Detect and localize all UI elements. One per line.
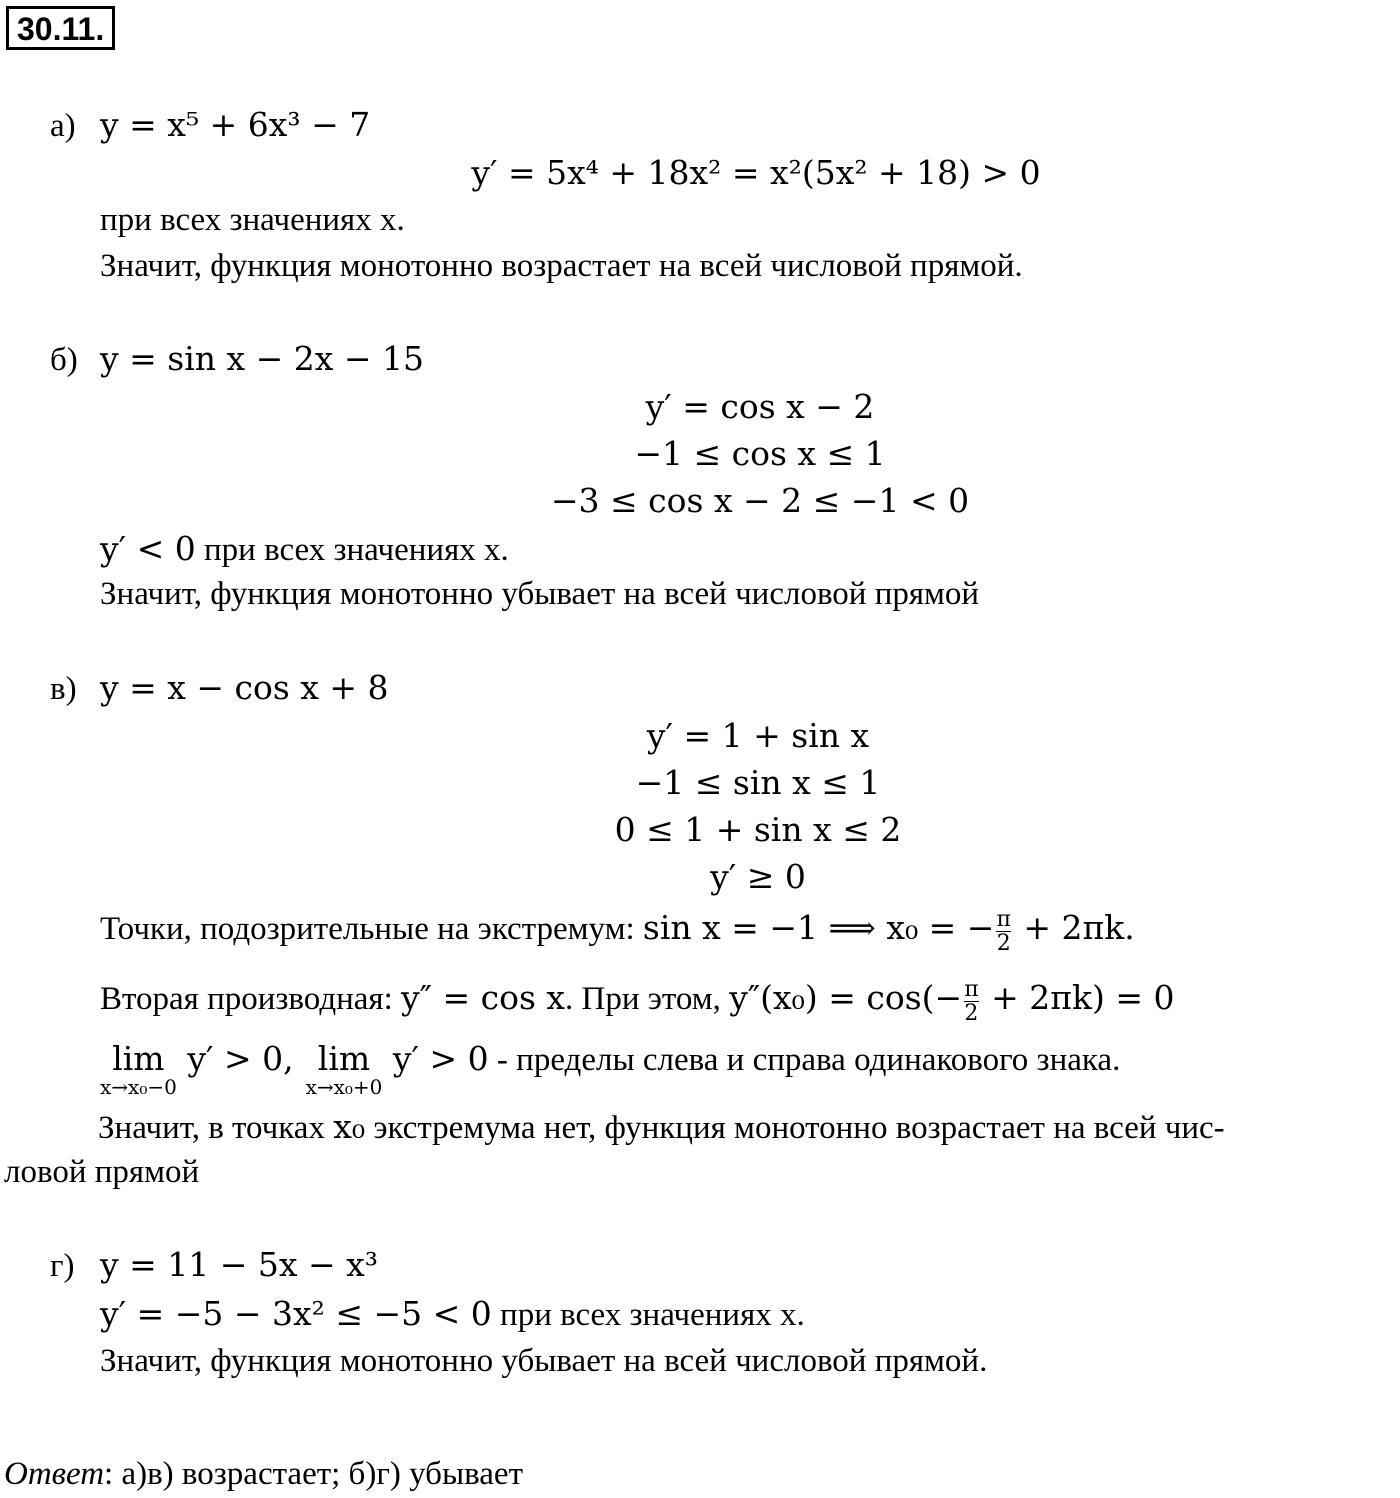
fraction-denominator: 2 [964, 1000, 979, 1026]
part-d-derivative-line [100, 1294, 805, 1333]
part-c-points-tail: + 2πk. [1012, 908, 1135, 947]
fraction-numerator: π [996, 906, 1011, 932]
part-c-second-text: Вторая производная: [100, 981, 402, 1017]
part-a-derivative: y′ = 5x⁴ + 18x² = x²(5x² + 18) > 0 [471, 153, 1041, 192]
part-b-equation: y = sin x − 2x − 15 [100, 339, 424, 378]
problem-number: 30.11. [6, 6, 115, 50]
part-c-conclusion-line2: ловой прямой [4, 1154, 200, 1190]
limit-left-expr: y′ > 0, [176, 1039, 294, 1078]
part-a-equation: y = x⁵ + 6x³ − 7 [100, 105, 371, 144]
limits-text: - пределы слева и справа одинакового знака. [488, 1042, 1121, 1078]
part-c-second-math1: y″ = cos x [401, 978, 566, 1017]
part-b-note-math: y′ < 0 [100, 529, 196, 568]
limit-left [100, 1039, 177, 1099]
part-c-extremum-points [100, 900, 1135, 957]
part-c-points-math: sin x = −1 ⟹ x₀ = − [642, 908, 995, 947]
part-c-second-text2: . При этом, [565, 981, 730, 1017]
part-c-line1: y′ = 1 + sin x [646, 716, 870, 755]
limit-right [305, 1039, 383, 1099]
answer-text: : а)в) возрастает; б)г) убывает [104, 1456, 523, 1492]
part-c-second-derivative [100, 970, 1174, 1027]
conclusion-text-b: экстремума нет, функция монотонно возрастает на всей чис- [365, 1110, 1225, 1146]
part-a-label: а) [50, 108, 76, 144]
part-c-line4: y′ ≥ 0 [710, 857, 806, 896]
part-c-line3: 0 ≤ 1 + sin x ≤ 2 [614, 810, 902, 849]
lim-subscript-left: x→x₀−0 [100, 1075, 177, 1099]
conclusion-math: x₀ [333, 1107, 366, 1146]
part-b-note [100, 529, 509, 568]
part-c-line2: −1 ≤ sin x ≤ 1 [635, 763, 881, 802]
part-d-derivative-text: при всех значениях x. [491, 1297, 805, 1333]
part-c-label: в) [50, 671, 77, 707]
conclusion-text-a: Значит, в точках [98, 1110, 334, 1146]
part-c-second-math2: y″(x₀) = cos(− [729, 978, 963, 1017]
part-b-label: б) [50, 342, 78, 378]
part-c-second-fraction [964, 978, 978, 1025]
lim-word: lim [112, 1039, 165, 1078]
lim-subscript-right: x→x₀+0 [305, 1075, 383, 1099]
part-b-line2: −1 ≤ cos x ≤ 1 [634, 434, 886, 473]
answer-label: Ответ [4, 1456, 105, 1492]
part-c-points-text: Точки, подозрительные на экстремум: [100, 911, 643, 947]
fraction-numerator: π [964, 976, 979, 1002]
part-b-note-text: при всех значениях x. [195, 532, 509, 568]
part-b-line3: −3 ≤ cos x − 2 ≤ −1 < 0 [550, 481, 970, 520]
part-a-conclusion: Значит, функция монотонно возрастает на всей числовой прямой. [100, 248, 1023, 284]
part-c-second-tail: + 2πk) = 0 [980, 978, 1175, 1017]
part-b-line1: y′ = cos x − 2 [645, 387, 875, 426]
part-d-derivative: y′ = −5 − 3x² ≤ −5 < 0 [100, 1294, 492, 1333]
lim-word: lim [317, 1039, 371, 1078]
part-c-limits [100, 1039, 1121, 1099]
part-d-equation: y = 11 − 5x − x³ [100, 1245, 378, 1284]
part-c-conclusion-line1 [98, 1107, 1225, 1146]
part-d-label: г) [50, 1248, 75, 1284]
part-b-conclusion: Значит, функция монотонно убывает на всей числовой прямой [100, 576, 980, 612]
part-a-note: при всех значениях x. [100, 202, 405, 238]
part-d-conclusion: Значит, функция монотонно убывает на всей числовой прямой. [100, 1343, 988, 1379]
limit-right-expr: y′ > 0 [382, 1039, 489, 1078]
part-c-points-fraction [996, 908, 1010, 955]
answer-line [4, 1458, 523, 1491]
part-c-equation: y = x − cos x + 8 [100, 668, 389, 707]
fraction-denominator: 2 [996, 930, 1011, 956]
